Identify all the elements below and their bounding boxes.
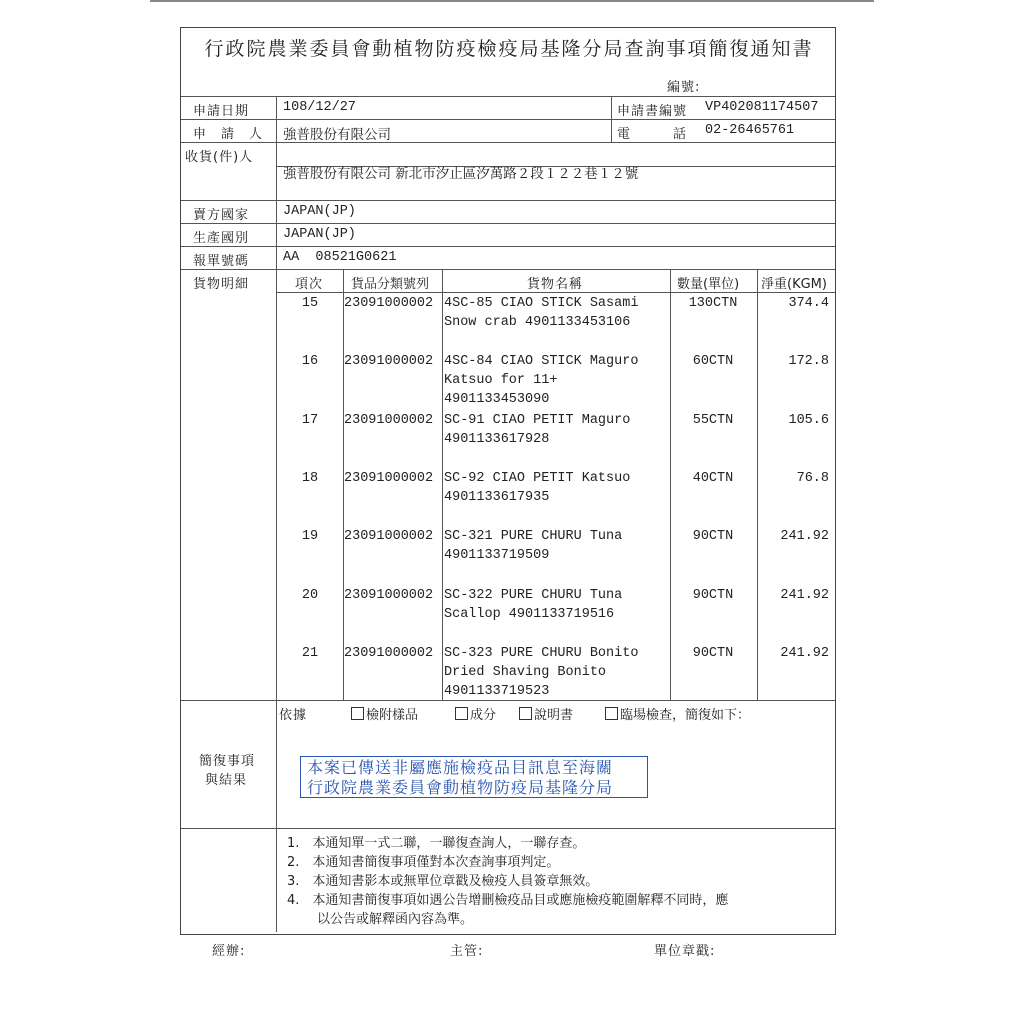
basis-option-inspection[interactable] bbox=[605, 704, 750, 723]
basis-option-ingredient[interactable] bbox=[455, 704, 496, 723]
row-quantity: 90CTN bbox=[692, 529, 734, 545]
row-name-line-2: Scallop 4901133719516 bbox=[444, 606, 615, 622]
row-net-weight: 241.92 bbox=[780, 645, 829, 661]
phone-label: 電 話 bbox=[617, 127, 688, 142]
row-quantity: 130CTN bbox=[688, 296, 738, 311]
note-4 bbox=[287, 891, 728, 910]
row-item-no: 16 bbox=[301, 354, 319, 370]
reply-label: 簡復事項 bbox=[199, 754, 256, 769]
apply-date-value: 108/12/27 bbox=[283, 100, 356, 115]
form-title: 行政院農業委員會動植物防疫檢疫局基隆分局查詢事項簡復通知書 bbox=[204, 38, 814, 60]
row-net-weight: 76.8 bbox=[796, 470, 829, 486]
note-num: 1. bbox=[287, 836, 300, 851]
row-quantity: 60CTN bbox=[692, 354, 734, 370]
row-name-line-2: Snow crab 4901133453106 bbox=[444, 315, 631, 330]
note-text: 本通知單一式二聯，一聯復查詢人，一聯存查。 bbox=[312, 836, 586, 851]
row-net-weight: 374.4 bbox=[788, 296, 829, 311]
row-name-line-1: 4SC-85 CIAO STICK Sasami bbox=[444, 296, 639, 311]
row-hs-code: 23091000002 bbox=[344, 529, 434, 545]
goods-detail-label: 貨物明細 bbox=[193, 277, 250, 292]
col-header-no: 項次 bbox=[295, 277, 324, 292]
row-net-weight: 241.92 bbox=[780, 529, 829, 545]
origin-country-label: 生產國別 bbox=[193, 231, 250, 246]
footer-unit-seal: 單位章戳: bbox=[654, 944, 716, 959]
form-no-label: 申請書編號 bbox=[617, 104, 688, 119]
page-top-edge bbox=[150, 0, 874, 2]
col-header-name: 貨物名稱 bbox=[527, 277, 584, 292]
note-num: 2. bbox=[287, 855, 300, 870]
note-num: 4. bbox=[287, 893, 300, 908]
row-hs-code: 23091000002 bbox=[344, 354, 434, 370]
row-name-line-1: 4SC-84 CIAO STICK Maguro bbox=[444, 354, 639, 370]
origin-country-value: JAPAN(JP) bbox=[283, 227, 356, 242]
rule bbox=[276, 292, 835, 293]
row-quantity: 90CTN bbox=[692, 587, 734, 603]
rule bbox=[181, 828, 835, 829]
row-hs-code: 23091000002 bbox=[344, 296, 434, 311]
note-text: 以公告或解釋函內容為準。 bbox=[317, 912, 474, 927]
row-item-no: 15 bbox=[301, 296, 319, 311]
row-hs-code: 23091000002 bbox=[344, 412, 434, 428]
customs-stamp bbox=[300, 756, 648, 798]
rule bbox=[757, 269, 758, 700]
row-item-no: 19 bbox=[301, 529, 319, 545]
footer-handler: 經辦: bbox=[212, 944, 246, 959]
consignee-label: 收貨(件)人 bbox=[185, 150, 254, 165]
row-quantity: 40CTN bbox=[692, 470, 734, 486]
row-hs-code: 23091000002 bbox=[344, 645, 434, 661]
row-name-line-1: SC-321 PURE CHURU Tuna bbox=[444, 529, 623, 545]
row-name-line-2: Dried Shaving Bonito bbox=[444, 664, 607, 680]
row-name-line-1: SC-323 PURE CHURU Bonito bbox=[444, 645, 639, 661]
row-item-no: 17 bbox=[301, 412, 319, 428]
checkbox-icon[interactable] bbox=[351, 707, 364, 720]
note-2 bbox=[287, 853, 559, 872]
row-item-no: 21 bbox=[301, 645, 319, 661]
note-3 bbox=[287, 872, 598, 891]
seller-country-label: 賣方國家 bbox=[193, 208, 250, 223]
declaration-no-label: 報單號碼 bbox=[193, 254, 250, 269]
row-name-line-1: SC-92 CIAO PETIT Katsuo bbox=[444, 470, 631, 486]
rule bbox=[276, 96, 277, 932]
basis-option-label: 臨場檢查，簡復如下： bbox=[620, 708, 751, 723]
note-text: 本通知書簡復事項僅對本次查詢事項判定。 bbox=[312, 855, 560, 870]
basis-option-label: 成分 bbox=[470, 708, 497, 723]
stamp-line-2: 行政院農業委員會動植物防疫局基隆分局 bbox=[307, 778, 614, 797]
checkbox-icon[interactable] bbox=[605, 707, 618, 720]
row-name-line-2: 4901133617928 bbox=[444, 431, 550, 447]
row-name-line-3: 4901133719523 bbox=[444, 683, 550, 699]
applicant-label: 申 請 人 bbox=[193, 127, 264, 142]
row-net-weight: 105.6 bbox=[788, 412, 829, 428]
row-item-no: 18 bbox=[301, 470, 319, 486]
row-name-line-1: SC-322 PURE CHURU Tuna bbox=[444, 587, 623, 603]
basis-option-sample[interactable] bbox=[351, 704, 418, 723]
row-quantity: 55CTN bbox=[692, 412, 734, 428]
row-name-line-2: 4901133719509 bbox=[444, 548, 550, 564]
reply-label-2: 與結果 bbox=[205, 773, 248, 788]
row-item-no: 20 bbox=[301, 587, 319, 603]
rule bbox=[181, 119, 835, 120]
col-header-code: 貨品分類號列 bbox=[351, 277, 430, 292]
rule bbox=[181, 269, 835, 270]
rule bbox=[181, 142, 835, 143]
row-net-weight: 172.8 bbox=[788, 354, 829, 370]
row-name-line-1: SC-91 CIAO PETIT Maguro bbox=[444, 412, 631, 428]
row-name-line-2: Katsuo for 11+ 4901133453090 bbox=[444, 373, 558, 408]
note-text: 本通知書影本或無單位章戳及檢疫人員簽章無效。 bbox=[312, 874, 599, 889]
seller-country-value: JAPAN(JP) bbox=[283, 204, 356, 219]
row-net-weight: 241.92 bbox=[780, 587, 829, 603]
rule bbox=[181, 246, 835, 247]
checkbox-icon[interactable] bbox=[455, 707, 468, 720]
declaration-no-value: AA 08521G0621 bbox=[283, 250, 397, 265]
apply-date-label: 申請日期 bbox=[193, 104, 250, 119]
note-num: 3. bbox=[287, 874, 300, 889]
basis-option-label: 檢附樣品 bbox=[366, 708, 419, 723]
stamp-line-1: 本案已傳送非屬應施檢疫品目訊息至海關 bbox=[307, 758, 614, 777]
note-4-cont bbox=[317, 910, 473, 929]
rule bbox=[181, 96, 835, 97]
col-header-qty: 數量(單位) bbox=[677, 277, 740, 292]
note-text: 本通知書簡復事項如遇公告增刪檢疫品目或應施檢疫範圍解釋不同時，應 bbox=[312, 893, 729, 908]
consignee-value: 強普股份有限公司 新北市汐止區汐萬路２段１２２巷１２號 bbox=[283, 166, 639, 182]
rule bbox=[611, 96, 612, 142]
row-quantity: 90CTN bbox=[692, 645, 734, 661]
basis-label: 依據 bbox=[279, 708, 308, 723]
col-header-weight: 淨重(KGM) bbox=[761, 277, 827, 292]
applicant-value: 強普股份有限公司 bbox=[283, 127, 391, 143]
basis-option-label: 說明書 bbox=[534, 708, 574, 723]
rule bbox=[442, 269, 443, 700]
rule bbox=[181, 223, 835, 224]
checkbox-icon[interactable] bbox=[519, 707, 532, 720]
row-name-line-2: 4901133617935 bbox=[444, 489, 550, 505]
form-no-value: VP402081174507 bbox=[705, 100, 819, 115]
row-hs-code: 23091000002 bbox=[344, 587, 434, 603]
basis-option-manual[interactable] bbox=[519, 704, 573, 723]
serial-label: 編號: bbox=[667, 80, 701, 95]
rule bbox=[181, 200, 835, 201]
phone-value: 02-26465761 bbox=[705, 123, 795, 138]
footer-supervisor: 主管: bbox=[450, 944, 484, 959]
row-hs-code: 23091000002 bbox=[344, 470, 434, 486]
notice-form bbox=[180, 27, 836, 935]
note-1 bbox=[287, 834, 585, 853]
